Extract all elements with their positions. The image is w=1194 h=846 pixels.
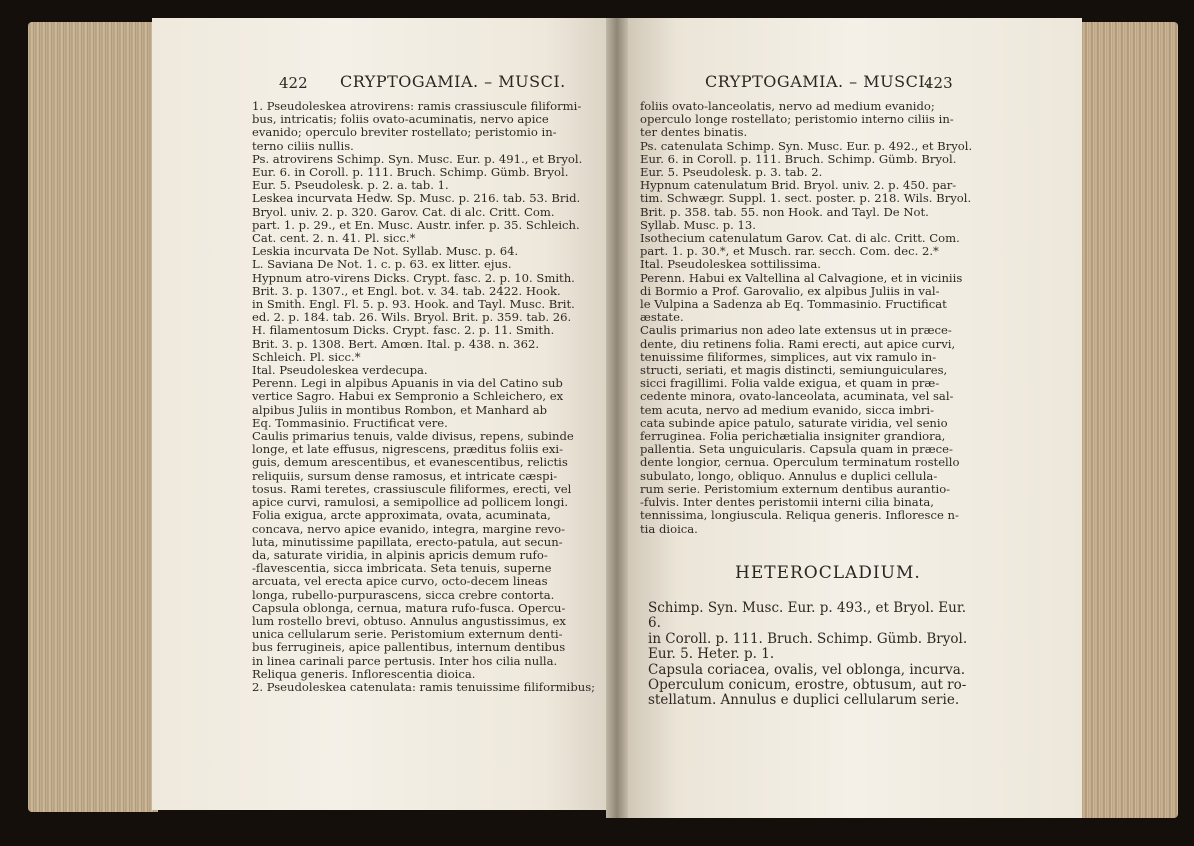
text-line: Schleich. Pl. sicc.* [252,349,361,364]
text-line: Eq. Tommasinio. Fructificat vere. [252,415,448,430]
book-gutter [606,18,628,818]
text-line: 2. Pseudoleskea catenulata: ramis tenuissime filiformibus; [252,679,596,694]
text-line: tennissima, longiuscula. Reliqua generis. Infloresce n- [640,508,959,523]
text-line: tim. Schwægr. Suppl. 1. sect. poster. p. 218. Wils. Bryol. [640,191,972,206]
text-line: luta, minutissime papillata, erecto-patula, aut secun- [252,534,563,549]
text-line: Eur. 5. Pseudolesk. p. 2. a. tab. 1. [252,178,449,193]
right-page-body [640,100,990,536]
section-line: in Coroll. p. 111. Bruch. Schimp. Gümb. Bryol. [648,630,968,647]
text-line: da, saturate viridia, in alpinis apricis demum rufo- [252,547,548,562]
text-line: Hypnum atro-virens Dicks. Crypt. fasc. 2. p. 10. Smith. [252,270,575,285]
text-line: operculo longe rostellato; peristomio interno ciliis in- [640,112,954,127]
text-line: tem acuta, nervo ad medium evanido, sicca imbri- [640,402,935,417]
text-line: Reliqua generis. Inflorescentia dioica. [252,666,476,681]
text-line: Eur. 5. Pseudolesk. p. 3. tab. 2. [640,165,823,180]
section-title: HETEROCLADIUM. [735,563,921,583]
text-line: di Bormio a Prof. Garovalio, ex alpibus Juliis in val- [640,283,940,298]
text-line: dente, diu retinens folia. Rami erecti, aut apice curvi, [640,336,956,351]
text-line: Caulis primarius tenuis, valde divisus, repens, subinde [252,429,574,444]
text-line: reliquiis, sursum dense ramosus, et intricate cæspi- [252,468,558,483]
text-line: guis, demum arescentibus, et evanescentibus, relictis [252,455,568,470]
text-line: bus ferrugineis, apice pallentibus, internum dentibus [252,640,566,655]
text-line: longa, rubello-purpurascens, sicca crebre contorta. [252,587,555,602]
text-line: pallentia. Seta unguicularis. Capsula quam in præce- [640,442,953,457]
text-line: le Vulpina a Sadenza ab Eq. Tommasinio. Fructificat [640,297,947,312]
section-line: Schimp. Syn. Musc. Eur. p. 493., et Bryol. Eur. 6. [648,600,967,632]
right-page-edges [1082,22,1178,818]
text-line: Bryol. univ. 2. p. 320. Garov. Cat. di alc. Critt. Com. [252,204,555,219]
text-line: Caulis primarius non adeo late extensus ut in præce- [640,323,952,338]
text-line: evanido; operculo breviter rostellato; peristomio in- [252,125,557,140]
section-line: stellatum. Annulus e duplici cellularum serie. [648,692,960,709]
text-line: unica cellularum serie. Peristomium externum denti- [252,627,563,642]
text-line: arcuata, vel erecta apice curvo, octo-decem lineas [252,574,548,589]
left-page-number: 422 [279,74,308,92]
right-running-head: CRYPTOGAMIA. – MUSCI. [705,72,931,91]
text-line: vertice Sagro. Habui ex Sempronio a Schleichero, ex [252,389,564,404]
left-page-edges [28,22,158,812]
text-line: terno ciliis nullis. [252,138,354,153]
text-line: Capsula oblonga, cernua, matura rufo-fusca. Opercu- [252,600,566,615]
text-line: dente longior, cernua. Operculum terminatum rostello [640,455,960,470]
text-line: part. 1. p. 29., et En. Musc. Austr. infer. p. 35. Schleich. [252,217,580,232]
text-line: Ital. Pseudoleskea verdecupa. [252,363,428,378]
text-line: longe, et late effusus, nigrescens, præditus foliis exi- [252,442,564,457]
text-line: Brit. 3. p. 1308. Bert. Amœn. Ital. p. 438. n. 362. [252,336,540,351]
text-line: structi, seriati, et magis distincti, semiunguiculares, [640,363,948,378]
right-page-number: 423 [924,74,953,92]
text-line: æstate. [640,310,684,325]
text-line: Ps. catenulata Schimp. Syn. Musc. Eur. p. 492., et Bryol. [640,138,973,153]
text-line: Perenn. Legi in alpibus Apuanis in via del Catino sub [252,376,563,391]
section-body [648,601,978,709]
text-line: -flavescentia, sicca imbricata. Seta tenuis, superne [252,561,552,576]
text-line: Isothecium catenulatum Garov. Cat. di alc. Critt. Com. [640,231,960,246]
text-line: tia dioica. [640,521,698,536]
text-line: Hypnum catenulatum Brid. Bryol. univ. 2. p. 450. par- [640,178,957,193]
text-line: subulato, longo, obliquo. Annulus e duplici cellula- [640,468,938,483]
text-line: rum serie. Peristomium externum dentibus aurantio- [640,481,951,496]
text-line: Eur. 6. in Coroll. p. 111. Bruch. Schimp. Gümb. Bryol. [640,151,957,166]
text-line: foliis ovato-lanceolatis, nervo ad medium evanido; [640,99,935,113]
text-line: concava, nervo apice evanido, integra, margine revo- [252,521,565,536]
text-line: tosus. Rami teretes, crassiuscule filiformes, erecti, vel [252,481,572,496]
text-line: sicci fragillimi. Folia valde exigua, et quam in præ- [640,376,940,391]
text-line: Folia exigua, arcte approximata, ovata, acuminata, [252,508,551,523]
text-line: tenuissime filiformes, simplices, aut vix ramulo in- [640,349,937,364]
section-line: Eur. 5. Heter. p. 1. [648,646,775,663]
text-line: Brit. 3. p. 1307., et Engl. bot. v. 34. tab. 2422. Hook. [252,283,561,298]
text-line: lum rostello brevi, obtuso. Annulus angustissimus, ex [252,613,566,628]
text-line: ferruginea. Folia perichætialia insigniter grandiora, [640,429,946,444]
section-line: Operculum conicum, erostre, obtusum, aut ro- [648,677,967,694]
text-line: cata subinde apice patulo, saturate viridia, vel senio [640,415,948,430]
text-line: Ital. Pseudoleskea sottilissima. [640,257,821,272]
text-line: H. filamentosum Dicks. Crypt. fasc. 2. p. 11. Smith. [252,323,555,338]
text-line: Ps. atrovirens Schimp. Syn. Musc. Eur. p. 491., et Bryol. [252,151,583,166]
left-page-body [252,100,602,694]
text-line: Leskia incurvata De Not. Syllab. Musc. p. 64. [252,244,519,259]
text-line: 1. Pseudoleskea atrovirens: ramis crassiuscule filiformi- [252,99,582,113]
text-line: Brit. p. 358. tab. 55. non Hook. and Tayl. De Not. [640,204,929,219]
text-line: L. Saviana De Not. 1. c. p. 63. ex litter. ejus. [252,257,512,272]
left-running-head: CRYPTOGAMIA. – MUSCI. [340,72,566,91]
text-line: bus, intricatis; foliis ovato-acuminatis, nervo apice [252,112,549,127]
text-line: Perenn. Habui ex Valtellina al Calvagione, et in viciniis [640,270,963,285]
text-line: Leskea incurvata Hedw. Sp. Musc. p. 216. tab. 53. Brid. [252,191,581,206]
text-line: in Smith. Engl. Fl. 5. p. 93. Hook. and Tayl. Musc. Brit. [252,297,575,312]
text-line: apice curvi, ramulosi, a semipollice ad pollicem longi. [252,495,569,510]
text-line: alpibus Juliis in montibus Rombon, et Manhard ab [252,402,548,417]
text-line: part. 1. p. 30.*, et Musch. rar. secch. Com. dec. 2.* [640,244,939,259]
text-line: in linea carinali parce pertusis. Inter hos cilia nulla. [252,653,558,668]
text-line: cedente minora, ovato-lanceolata, acuminata, vel sal- [640,389,954,404]
text-line: -fulvis. Inter dentes peristomii interni cilia binata, [640,495,934,510]
text-line: Syllab. Musc. p. 13. [640,217,756,232]
section-line: Capsula coriacea, ovalis, vel oblonga, incurva. [648,661,966,678]
text-line: ed. 2. p. 184. tab. 26. Wils. Bryol. Brit. p. 359. tab. 26. [252,310,572,325]
text-line: Eur. 6. in Coroll. p. 111. Bruch. Schimp. Gümb. Bryol. [252,165,569,180]
text-line: ter dentes binatis. [640,125,748,140]
text-line: Cat. cent. 2. n. 41. Pl. sicc.* [252,231,416,246]
